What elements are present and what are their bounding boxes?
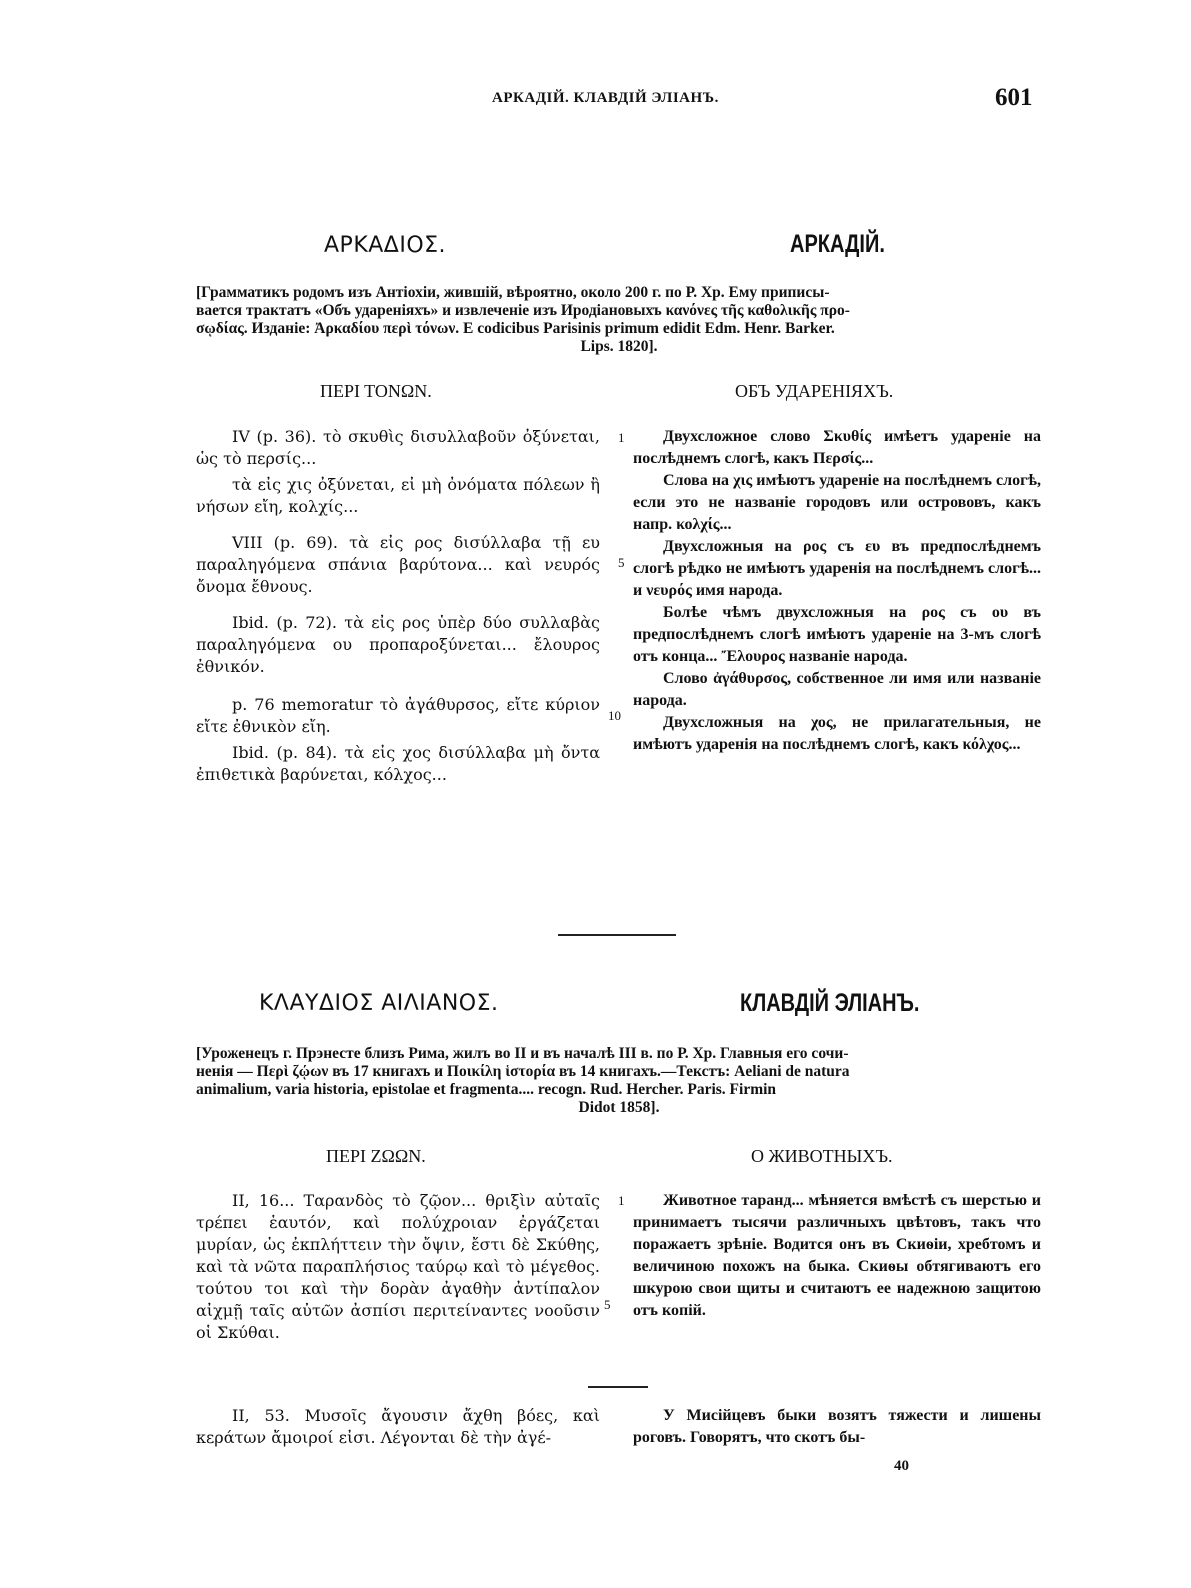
russian-paragraph: Болѣе чѣмъ двухсложныя на ρος съ ου въ предпослѣднемъ слогѣ имѣютъ удареніе на 3-мъ слогѣ отъ конца... Ἔλουρος названіе народа. [633,604,1041,665]
greek-paragraph: p. 76 memoratur τὸ ἀγάθυρσος, εἴτε κύριον εἴτε ἐθνικὸν εἴη. [196,695,600,736]
russian-text-column [633,1190,1041,1322]
line-number: 5 [604,1297,611,1312]
greek-column-heading: ΠΕΡΙ ΖΩΩΝ. [326,1146,426,1166]
russian-column-heading: О ЖИВОТНЫХЪ. [751,1146,893,1166]
greek-section-title: ΚΛΑΥΔΙΟΣ ΑΙΛΙΑΝΟΣ. [259,991,499,1016]
intro-line: σῳδίας. Изданіе: Ἀρκαδίου περὶ τόνων. E codicibus Parisinis primum edidit Edm. Henr. Barker. [196,320,835,337]
intro-line: ненія — Περὶ ζῴων въ 17 книгахъ и Ποικίλη ἱστορία въ 14 книгахъ.—Текстъ: Aeliani de natura [196,1063,850,1080]
intro-line: [Грамматикъ родомъ изъ Антіохіи, жившій, вѣроятно, около 200 г. по Р. Хр. Ему приписы- [196,284,830,301]
russian-paragraph: У Мисійцевъ быки возятъ тяжести и лишены роговъ. Говорятъ, что скотъ бы- [633,1407,1041,1446]
russian-text-column [633,1405,1041,1449]
russian-section-title: КЛАВДІЙ ЭЛІАНЪ. [740,989,920,1017]
greek-paragraph: II, 16... Ταρανδὸς τὸ ζῷον... θριξὶν αὐταῖς τρέπει ἑαυτόν, καὶ πολύχροιαν ἐργάζεται μυρίαν, ὡς ἐκπλήττειν τὴν ὄψιν, ἔστι δὲ Σκύθης, καὶ τὰ νῶτα παραπλήσιος ταύρῳ καὶ τὸ μέγεθος. τούτου τοι καὶ τὴν δορὰν ἀγαθὴν ἀντίπαλον αἰχμῇ ταῖς αὐτῶν ἀσπίσι περιτείναντες νοοῦσιν οἱ Σκύθαι. [196,1191,600,1342]
intro-line: animalium, varia historia, epistolae et fragmenta.... recogn. Rud. Hercher. Paris. Firmin [196,1081,777,1098]
greek-paragraph: VIII (p. 69). τὰ εἰς ρος δισύλλαβα τῇ ευ παραληγόμενα σπάνια βαρύτονα... καὶ νευρός ὄνομα ἔθνους. [196,533,600,596]
russian-paragraph: Двухсложныя на χος, не прилагательныя, не имѣютъ ударенія на послѣднемъ слогѣ, какъ κόλχος... [633,714,1041,753]
greek-text-column [196,1190,600,1344]
greek-section-title: ΑΡΚΑΔΙΟΣ. [324,233,447,258]
russian-text-column [633,426,1041,756]
russian-paragraph: Слова на χις имѣютъ удареніе на послѣднемъ слогѣ, если это не названіе городовъ или острововъ, какъ напр. κολχίς... [633,472,1041,533]
introduction [196,1045,1042,1117]
greek-paragraph: Ibid. (p. 72). τὰ εἰς ρος ὑπὲρ δύο συλλαβὰς παραληγόμενα ου προπαροξύνεται... ἔλουρος ἐθνικόν. [196,613,600,676]
russian-paragraph: Слово ἀγάθυρσος, собственное ли имя или названіе народа. [633,670,1041,709]
russian-paragraph: Двухсложное слово Σκυθίς имѣетъ удареніе на послѣднемъ слогѣ, какъ Περσίς... [633,428,1041,467]
greek-paragraph: II, 53. Μυσοῖς ἄγουσιν ἄχθη βόες, καὶ κεράτων ἄμοιροί εἰσι. Λέγονται δὲ τὴν ἀγέ- [196,1406,600,1447]
signature-mark: 40 [894,1458,909,1474]
russian-section-title: АРКАДІЙ. [790,230,885,258]
russian-column-heading: ОБЪ УДАРЕНІЯХЪ. [735,381,894,401]
section-divider [558,934,676,936]
line-number: 1 [618,1193,625,1208]
greek-text-column [196,426,600,786]
greek-text-column [196,1405,600,1449]
page-number: 601 [995,84,1033,111]
greek-column-heading: ΠΕΡΙ ΤΟΝΩΝ. [320,381,432,401]
line-number: 5 [618,555,625,570]
line-number: 10 [608,708,621,723]
paragraph-divider [588,1386,648,1388]
intro-line: [Уроженецъ г. Прэнесте близъ Рима, жилъ во II и въ началѣ III в. по Р. Хр. Главныя его сочи- [196,1045,849,1062]
greek-paragraph: IV (p. 36). τὸ σκυθὶς δισυλλαβοῦν ὀξύνεται, ὡς τὸ περσίς... [196,427,600,468]
intro-line: вается трактатъ «Объ удареніяхъ» и извлеченіе изъ Иродіановыхъ κανόνες τῆς καθολικῆς προ- [196,302,850,319]
intro-line: Didot 1858]. [578,1099,660,1116]
greek-paragraph: Ibid. (p. 84). τὰ εἰς χος δισύλλαβα μὴ ὄντα ἐπιθετικὰ βαρύνεται, κόλχος... [196,743,600,784]
greek-paragraph: τὰ εἰς χις ὀξύνεται, εἰ μὴ ὀνόματα πόλεων ἢ νήσων εἴη, κολχίς... [196,475,600,516]
russian-paragraph: Двухсложныя на ρος съ ευ въ предпослѣднемъ слогѣ рѣдко не имѣютъ ударенія на послѣднемъ слогѣ... и νευρός имя народа. [633,538,1041,599]
introduction [196,284,1042,356]
running-title: АРКАДІЙ. КЛАВДІЙ ЭЛІАНЪ. [492,90,719,106]
line-number: 1 [618,430,625,445]
russian-paragraph: Животное таранд... мѣняется вмѣстѣ съ шерстью и принимаетъ тысячи различныхъ цвѣтовъ, такъ что поражаетъ зрѣніе. Водится онъ въ Скиѳіи, хребтомъ и величиною похожъ на быка. Скиѳы обтягиваютъ его шкурою свои щиты и считаютъ ее надежною защитою отъ копій. [633,1192,1041,1319]
intro-line: Lips. 1820]. [580,338,658,355]
